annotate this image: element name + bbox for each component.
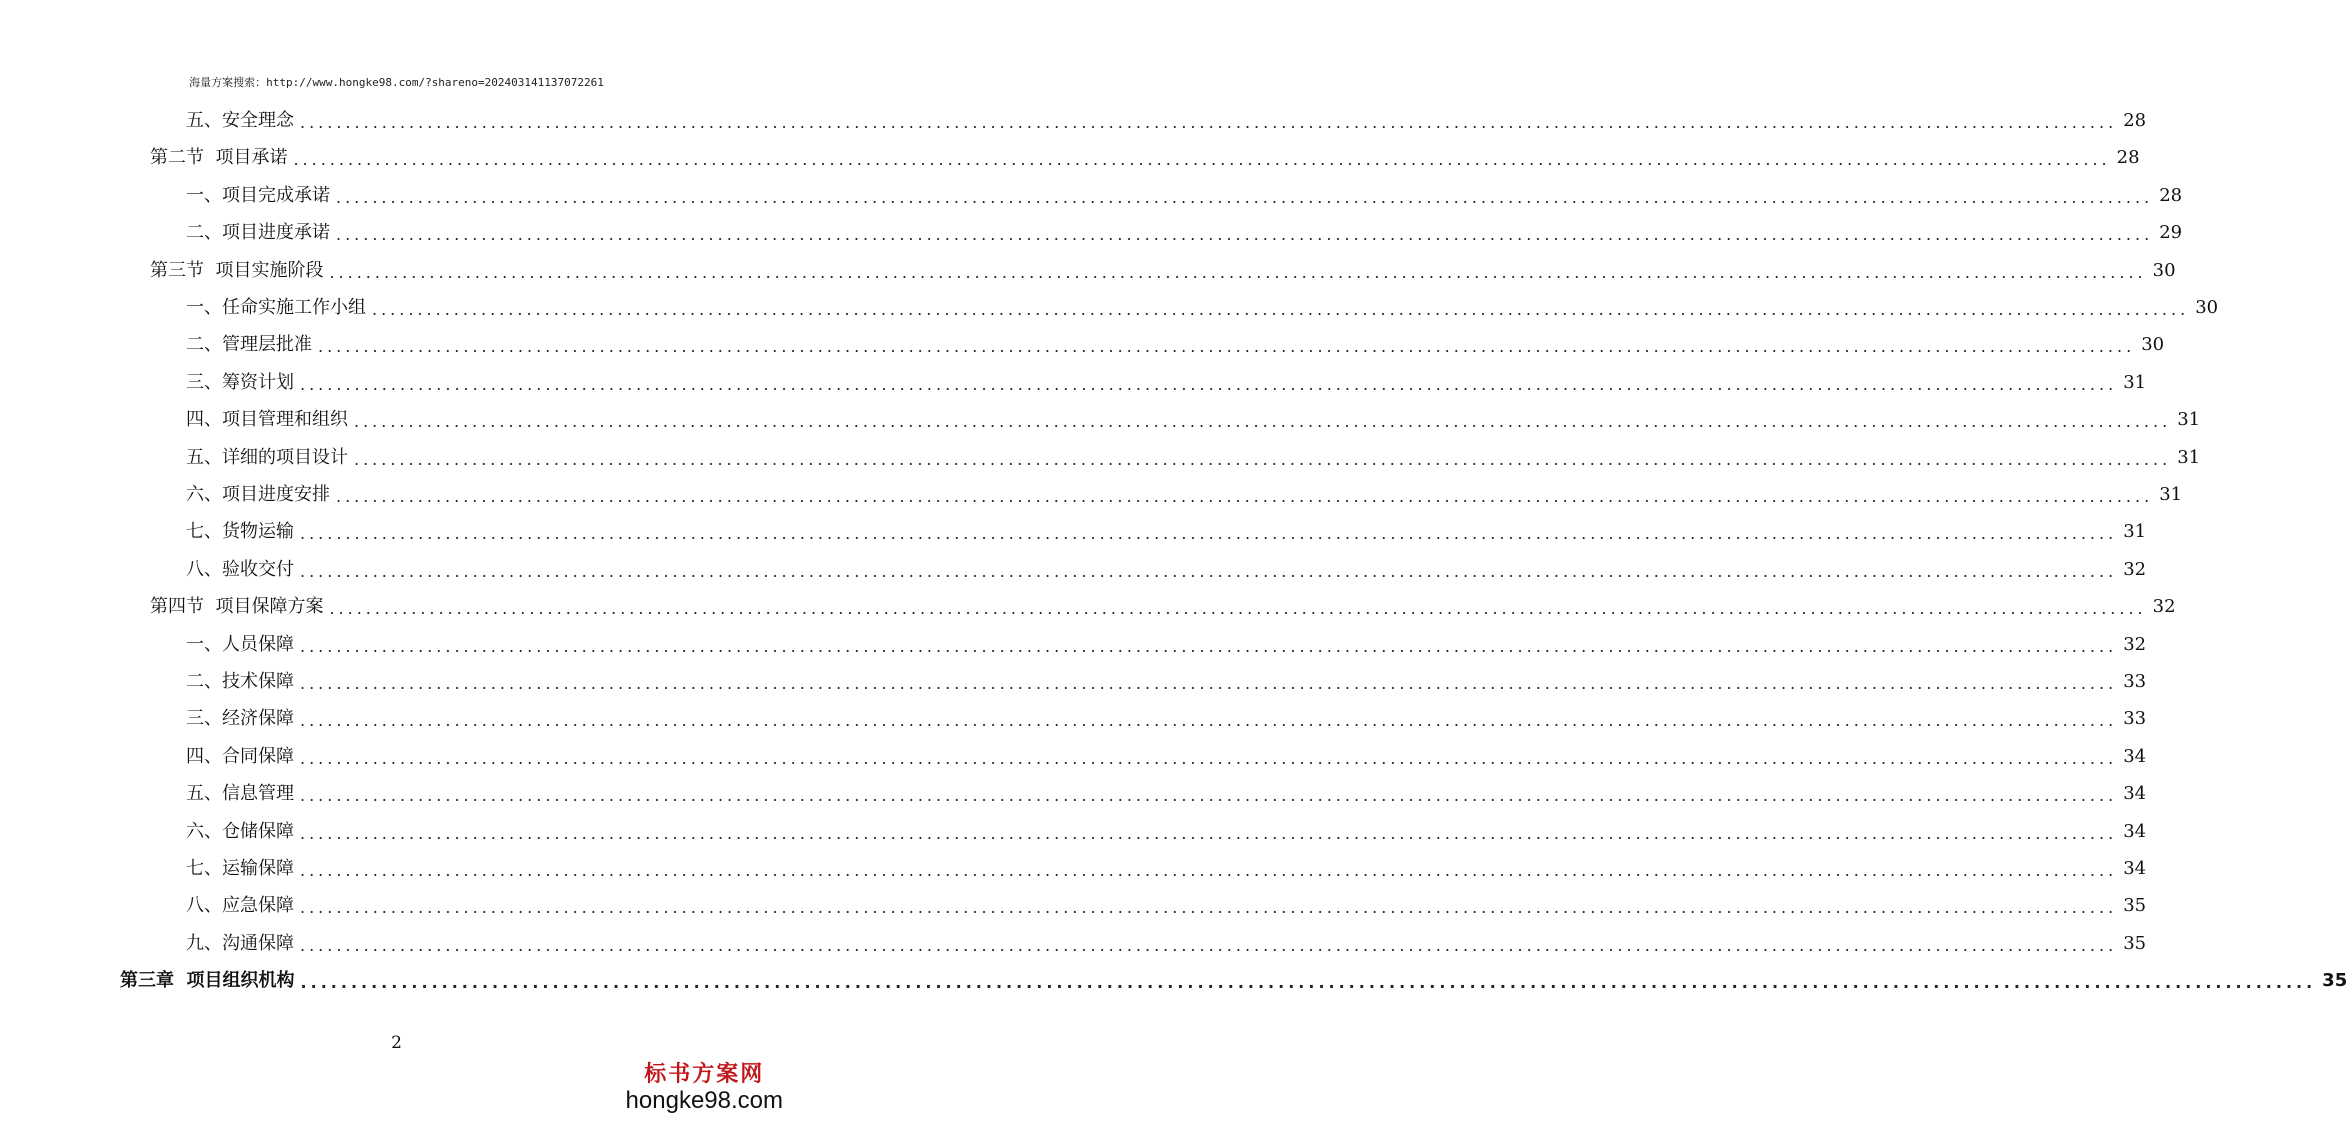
page-header: 海量方案搜索：http://www.hongke98.com/?shareno=202403141137072261: [189, 76, 604, 89]
toc-entry-title: 七、货物运输: [186, 521, 300, 543]
toc-entry-title: 八、应急保障: [186, 895, 300, 917]
toc-entry-page: 34: [2123, 858, 2147, 879]
toc-entry-page: 33: [2123, 708, 2147, 729]
toc-leader-dots: ........................................................................................................................................................................................................: [300, 674, 2118, 693]
toc-entry-title: 第四节 项目保障方案: [150, 596, 329, 618]
toc-entry[interactable]: [186, 175, 2183, 207]
toc-entry[interactable]: [186, 362, 2147, 394]
toc-entry-title: 八、验收交付: [186, 559, 300, 581]
toc-leader-dots: ........................................................................................................................................................................................................: [318, 337, 2136, 356]
toc-leader-dots: ........................................................................................................................................................................................................: [329, 263, 2147, 282]
toc-leader-dots: ........................................................................................................................................................................................................: [354, 450, 2172, 469]
toc-leader-dots: ........................................................................................................................................................................................................: [300, 936, 2118, 955]
toc-entry[interactable]: [186, 212, 2183, 244]
site-watermark: [626, 1057, 783, 1114]
toc-entry[interactable]: [120, 960, 2347, 992]
toc-entry-page: 32: [2123, 634, 2147, 655]
toc-entry[interactable]: [150, 586, 2176, 618]
toc-entry-title: 一、人员保障: [186, 634, 300, 656]
toc-entry[interactable]: [186, 511, 2147, 543]
toc-leader-dots: ........................................................................................................................................................................................................: [354, 412, 2172, 431]
toc-entry-title: 三、筹资计划: [186, 372, 300, 394]
toc-entry-title: 第三节 项目实施阶段: [150, 260, 329, 282]
toc-entry-page: 34: [2123, 746, 2147, 767]
toc-entry[interactable]: [186, 624, 2147, 656]
toc-entry[interactable]: [186, 399, 2201, 431]
toc-entry[interactable]: [150, 250, 2176, 282]
toc-leader-dots: ........................................................................................................................................................................................................: [372, 300, 2190, 319]
page-number: 2: [391, 1033, 402, 1053]
toc-entry-page: 34: [2123, 821, 2147, 842]
toc-leader-dots: ........................................................................................................................................................................................................: [300, 973, 2317, 992]
toc-entry[interactable]: [186, 811, 2147, 843]
toc-entry-page: 31: [2159, 484, 2183, 505]
toc-leader-dots: ........................................................................................................................................................................................................: [300, 824, 2118, 843]
toc-entry[interactable]: [186, 437, 2201, 469]
toc-entry[interactable]: [186, 287, 2219, 319]
toc-entry[interactable]: [186, 736, 2147, 768]
toc-entry-title: 第二节 项目承诺: [150, 147, 293, 169]
toc-entry-title: 六、项目进度安排: [186, 484, 336, 506]
toc-leader-dots: ........................................................................................................................................................................................................: [300, 637, 2118, 656]
toc-entry-title: 九、沟通保障: [186, 933, 300, 955]
watermark-title: 标书方案网: [644, 1062, 765, 1087]
toc-entry-title: 四、合同保障: [186, 746, 300, 768]
toc-entry-page: 31: [2177, 409, 2201, 430]
toc-entry-title: 五、信息管理: [186, 783, 300, 805]
toc-entry[interactable]: [186, 923, 2147, 955]
toc-entry-page: 30: [2195, 297, 2219, 318]
toc-entry-page: 34: [2123, 783, 2147, 804]
toc-entry-title: 一、任命实施工作小组: [186, 297, 372, 319]
toc-entry-page: 30: [2141, 334, 2165, 355]
toc-entry-title: 一、项目完成承诺: [186, 185, 336, 207]
toc-entry[interactable]: [186, 848, 2147, 880]
toc-entry[interactable]: [186, 698, 2147, 730]
toc-entry-page: 31: [2123, 521, 2147, 542]
toc-entry-page: 28: [2159, 185, 2183, 206]
toc-entry-title: 五、安全理念: [186, 110, 300, 132]
toc-entry[interactable]: [186, 100, 2147, 132]
toc-entry-title: 二、管理层批准: [186, 334, 318, 356]
toc-leader-dots: ........................................................................................................................................................................................................: [300, 113, 2118, 132]
toc-entry-page: 35: [2322, 970, 2347, 991]
toc-leader-dots: ........................................................................................................................................................................................................: [300, 562, 2118, 581]
toc-entry[interactable]: [186, 324, 2165, 356]
toc-entry-page: 32: [2152, 596, 2176, 617]
toc-entry-page: 35: [2123, 933, 2147, 954]
toc-entry-title: 三、经济保障: [186, 708, 300, 730]
toc-entry-title: 六、仓储保障: [186, 821, 300, 843]
toc-entry[interactable]: [186, 773, 2147, 805]
toc-entry-page: 30: [2152, 260, 2176, 281]
toc-entry-page: 32: [2123, 559, 2147, 580]
toc-entry[interactable]: [186, 885, 2147, 917]
toc-entry-page: 31: [2177, 447, 2201, 468]
toc-entry-page: 28: [2123, 110, 2147, 131]
watermark-url: hongke98.com: [625, 1087, 783, 1114]
toc-entry-title: 四、项目管理和组织: [186, 409, 354, 431]
toc-entry-title: 二、技术保障: [186, 671, 300, 693]
toc-entry[interactable]: [186, 474, 2183, 506]
toc-entry[interactable]: [186, 549, 2147, 581]
toc-leader-dots: ........................................................................................................................................................................................................: [300, 749, 2118, 768]
toc-entry-page: 35: [2123, 895, 2147, 916]
toc-leader-dots: ........................................................................................................................................................................................................: [336, 225, 2154, 244]
toc-leader-dots: ........................................................................................................................................................................................................: [300, 711, 2118, 730]
toc-leader-dots: ........................................................................................................................................................................................................: [300, 375, 2118, 394]
toc-entry-page: 29: [2159, 222, 2183, 243]
toc-entry-title: 二、项目进度承诺: [186, 222, 336, 244]
toc-leader-dots: ........................................................................................................................................................................................................: [293, 150, 2111, 169]
toc-entry[interactable]: [186, 661, 2147, 693]
toc-entry-title: 五、详细的项目设计: [186, 447, 354, 469]
toc-leader-dots: ........................................................................................................................................................................................................: [336, 188, 2154, 207]
toc-leader-dots: ........................................................................................................................................................................................................: [329, 599, 2147, 618]
toc-entry-page: 31: [2123, 372, 2147, 393]
toc-entry-page: 33: [2123, 671, 2147, 692]
toc-leader-dots: ........................................................................................................................................................................................................: [300, 861, 2118, 880]
toc-leader-dots: ........................................................................................................................................................................................................: [300, 524, 2118, 543]
toc-leader-dots: ........................................................................................................................................................................................................: [336, 487, 2154, 506]
toc-entry-page: 28: [2116, 147, 2140, 168]
toc-entry-title: 七、运输保障: [186, 858, 300, 880]
toc-leader-dots: ........................................................................................................................................................................................................: [300, 898, 2118, 917]
toc-entry-title: 第三章 项目组织机构: [120, 970, 301, 992]
toc-leader-dots: ........................................................................................................................................................................................................: [300, 786, 2118, 805]
toc-entry[interactable]: [150, 137, 2140, 169]
